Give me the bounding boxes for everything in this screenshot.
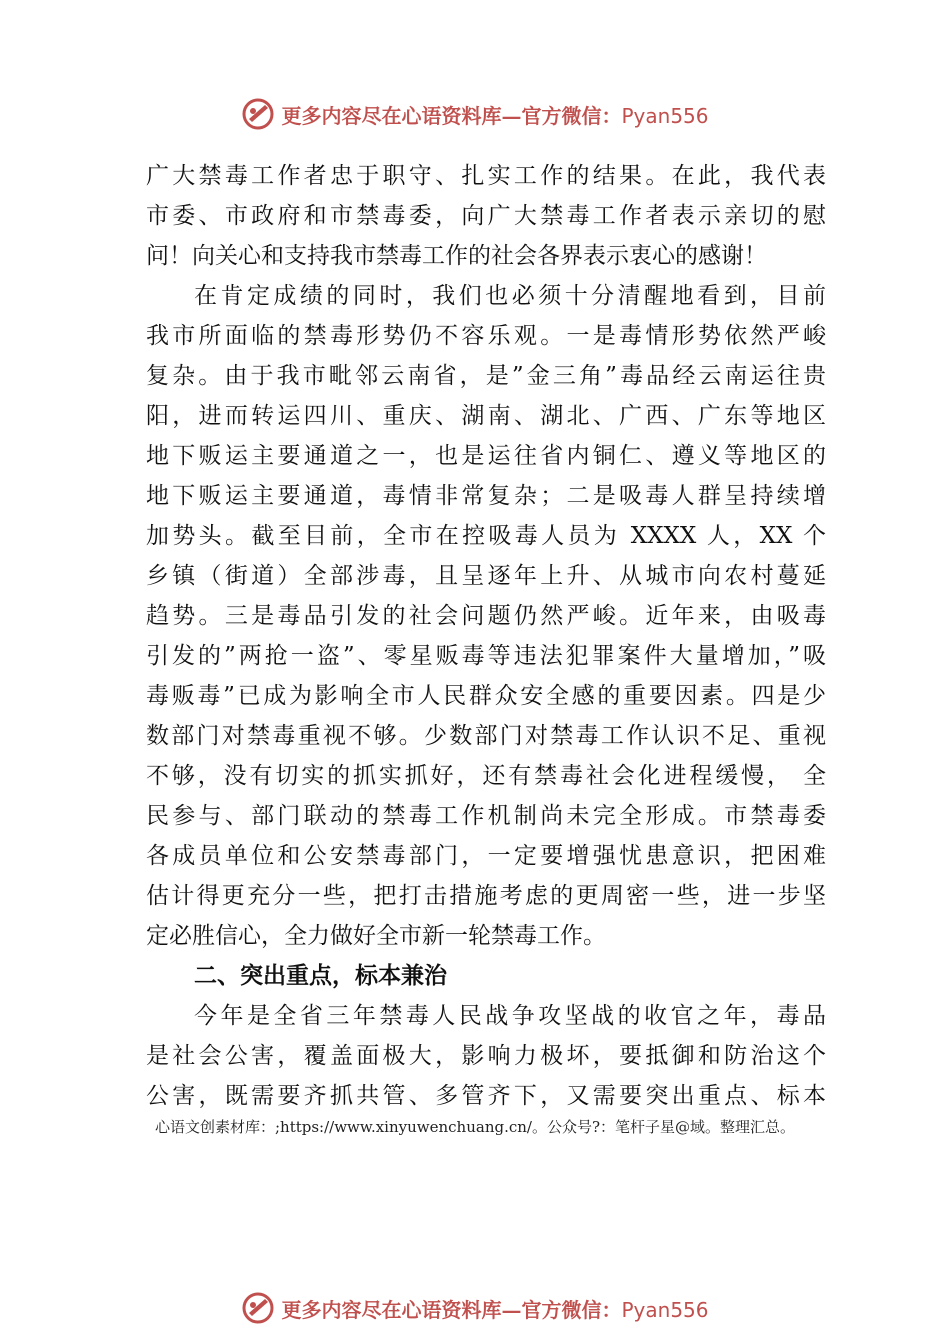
banner-account: Pyan556 [621, 103, 709, 128]
text-line: 趋势。三是毒品引发的社会问题仍然严峻。近年来，由吸毒 [146, 603, 826, 629]
text-line: 民参与、部门联动的禁毒工作机制尚未完全形成。市禁毒委 [146, 803, 826, 829]
text-line: 广大禁毒工作者忠于职守、扎实工作的结果。在此，我代表 [146, 163, 826, 189]
text-line: 是社会公害，覆盖面极大，影响力极坏，要抵御和防治这个 [146, 1043, 826, 1069]
text-line: 估计得更充分一些，把打击措施考虑的更周密一些，进一步坚 [146, 883, 826, 909]
text-line: 在肯定成绩的同时，我们也必须十分清醒地看到，目前 [194, 283, 826, 309]
section-heading: 二、突出重点，标本兼治 [194, 963, 447, 989]
banner-title-text: 更多内容尽在心语资料库—官方微信： [281, 1297, 622, 1322]
text-line: 定必胜信心，全力做好全市新一轮禁毒工作。 [146, 923, 606, 949]
text-line: 地下贩运主要通道之一，也是运往省内铜仁、遵义等地区的 [146, 443, 826, 469]
text-line: 引发的”两抢一盗”、零星贩毒等违法犯罪案件大量增加，”吸 [146, 643, 826, 669]
footer-note: 心语文创素材库：;https://www.xinyuwenchuang.cn/。公众号?：笔杆子星@域。整理汇总。 [154, 1118, 796, 1136]
text-line: 乡镇（街道）全部涉毒，且呈逐年上升、从城市向农村蔓延 [146, 563, 826, 589]
paragraph-block-1 [146, 156, 826, 956]
banner-title [281, 100, 708, 129]
text-line: 毒贩毒”已成为影响全市人民群众安全感的重要因素。四是少 [146, 683, 826, 709]
text-line: 不够，没有切实的抓实抓好，还有禁毒社会化进程缓慢， 全 [146, 763, 826, 789]
text-line: 加势头。截至目前，全市在控吸毒人员为 XXXX 人，XX 个 [146, 523, 826, 549]
logo-icon [241, 97, 275, 131]
banner-title [281, 1294, 708, 1323]
banner-account: Pyan556 [621, 1297, 709, 1322]
text-line: 市委、市政府和市禁毒委，向广大禁毒工作者表示亲切的慰 [146, 203, 826, 229]
footer-banner [0, 1288, 950, 1328]
text-line: 我市所面临的禁毒形势仍不容乐观。一是毒情形势依然严峻 [146, 323, 826, 349]
text-line: 各成员单位和公安禁毒部门，一定要增强忧患意识，把困难 [146, 843, 826, 869]
document-body [146, 156, 826, 1116]
banner-title-text: 更多内容尽在心语资料库—官方微信： [281, 103, 622, 128]
text-line: 问！向关心和支持我市禁毒工作的社会各界表示衷心的感谢！ [146, 243, 767, 269]
text-line: 今年是全省三年禁毒人民战争攻坚战的收官之年，毒品 [194, 1003, 826, 1029]
logo-icon [241, 1291, 275, 1325]
text-line: 阳，进而转运四川、重庆、湖南、湖北、广西、广东等地区 [146, 403, 826, 429]
text-line: 公害，既需要齐抓共管、多管齐下，又需要突出重点、标本 [146, 1083, 826, 1109]
header-banner [0, 94, 950, 134]
paragraph-block-2 [146, 996, 826, 1116]
text-line: 复杂。由于我市毗邻云南省，是”金三角”毒品经云南运往贵 [146, 363, 826, 389]
text-line: 地下贩运主要通道，毒情非常复杂；二是吸毒人群呈持续增 [146, 483, 826, 509]
text-line: 数部门对禁毒重视不够。少数部门对禁毒工作认识不足、重视 [146, 723, 826, 749]
